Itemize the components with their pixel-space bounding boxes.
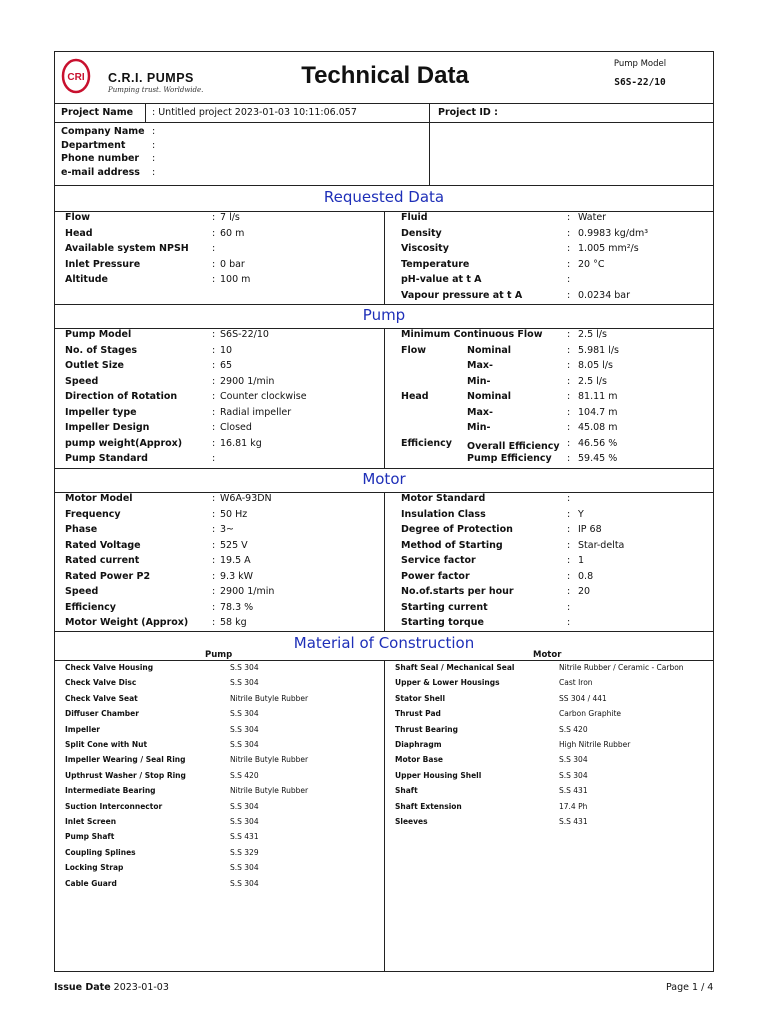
requested-right-value: 1.005 mm²/s xyxy=(578,243,639,254)
motor-left-colon: : xyxy=(212,539,216,551)
material-pump-value: S.S 304 xyxy=(230,801,259,811)
material-motor-value: S.S 420 xyxy=(559,724,588,734)
motor-right-colon: : xyxy=(567,601,571,613)
material-pump-part: Coupling Splines xyxy=(65,847,136,857)
requested-right-label: pH-value at t A xyxy=(401,274,482,285)
pump-right-sublabel: Nominal xyxy=(467,391,512,402)
pump-right-sublabel: Pump Efficiency xyxy=(467,453,552,464)
material-pump-part: Diffuser Chamber xyxy=(65,709,139,719)
material-motor-value: Carbon Graphite xyxy=(559,709,622,719)
requested-right-colon: : xyxy=(567,243,571,254)
material-motor-part: Upper Housing Shell xyxy=(395,770,482,780)
motor-left-colon: : xyxy=(212,555,216,566)
motor-right-label: No.of.starts per hour xyxy=(401,586,514,597)
motor-left-value: W6A-93DN xyxy=(220,493,272,504)
requested-left-value: 7 l/s xyxy=(220,212,240,223)
company-field-label: Phone number xyxy=(61,153,140,164)
project-name-label: Project Name xyxy=(61,107,134,118)
pump-model-value: S6S-22/10 xyxy=(614,77,666,88)
company-field-label: Department xyxy=(61,139,126,151)
material-pump-value: S.S 304 xyxy=(230,724,259,734)
issue-date xyxy=(54,982,169,993)
requested-right-label: Fluid xyxy=(401,212,428,223)
motor-left-label: Frequency xyxy=(65,508,121,520)
pump-right-value: 59.45 % xyxy=(578,453,618,464)
pump-title: Pump xyxy=(362,306,406,324)
motor-left-value: 19.5 A xyxy=(220,555,251,566)
pump-left-label: Impeller type xyxy=(65,406,137,418)
motor-left-label: Rated Power P2 xyxy=(65,570,151,582)
pump-right-colon: : xyxy=(567,406,571,418)
project-id-label: Project ID : xyxy=(438,107,498,118)
material-pump-value: S.S 304 xyxy=(230,740,259,749)
project-name-value: : Untitled project 2023-01-03 10:11:06.057 xyxy=(152,107,357,118)
requested-right-label: Viscosity xyxy=(401,243,449,254)
requested-left-value: 0 bar xyxy=(220,258,245,270)
material-motor-value: S.S 431 xyxy=(559,786,588,796)
pump-right-value: 5.981 l/s xyxy=(578,344,620,356)
requested-left-label: Flow xyxy=(65,212,91,223)
requested-right-label: Temperature xyxy=(401,258,470,270)
material-pump-value: S.S 304 xyxy=(230,709,259,719)
motor-left-colon: : xyxy=(212,508,216,520)
pump-left-label: No. of Stages xyxy=(65,344,138,356)
motor-left-colon: : xyxy=(212,493,216,504)
pump-right-value: 2.5 l/s xyxy=(578,375,607,387)
pump-right-colon: : xyxy=(567,453,571,464)
motor-right-colon: : xyxy=(567,508,571,520)
motor-right-value: 0.8 xyxy=(578,570,594,582)
pump-right-sublabel: Min- xyxy=(467,422,491,433)
brand-name: C.R.I. PUMPS xyxy=(108,71,194,85)
material-motor-value: S.S 431 xyxy=(559,817,588,826)
material-pump-value: Nitrile Butyle Rubber xyxy=(230,755,309,765)
pump-left-colon: : xyxy=(212,406,216,418)
requested-left-label: Inlet Pressure xyxy=(65,258,141,270)
requested-right-label: Vapour pressure at t A xyxy=(401,289,523,301)
material-pump-value: Nitrile Butyle Rubber xyxy=(230,693,309,703)
requested-left-label: Available system NPSH xyxy=(65,243,189,254)
motor-right-colon: : xyxy=(567,617,571,628)
pump-left-label: Direction of Rotation xyxy=(65,391,178,402)
motor-left-value: 525 V xyxy=(220,539,248,551)
pump-right-colon: : xyxy=(567,422,571,433)
company-field-value: : xyxy=(152,166,156,178)
material-pump-value: S.S 304 xyxy=(230,878,259,888)
datasheet-frame xyxy=(54,51,714,972)
motor-right-colon: : xyxy=(567,493,571,504)
motor-left-label: Rated Voltage xyxy=(65,539,141,551)
pump-left-label: Outlet Size xyxy=(65,360,124,371)
requested-right-value: 0.0234 bar xyxy=(578,289,631,301)
motor-title: Motor xyxy=(362,470,406,488)
brand-tagline: Pumping trust. Worldwide. xyxy=(108,86,204,94)
material-pump-value: S.S 329 xyxy=(230,847,259,857)
material-motor-part: Shaft Seal / Mechanical Seal xyxy=(395,663,515,672)
motor-left-label: Motor Model xyxy=(65,493,133,504)
pump-left-colon: : xyxy=(212,422,216,433)
material-pump-part: Locking Strap xyxy=(65,863,124,873)
requested-left-value: 60 m xyxy=(220,227,245,239)
material-title: Material of Construction xyxy=(293,634,475,652)
motor-right-label: Starting current xyxy=(401,601,488,613)
material-motor-value: S.S 304 xyxy=(559,755,588,765)
material-pump-part: Impeller xyxy=(65,724,100,734)
material-motor-part: Upper & Lower Housings xyxy=(395,678,500,688)
motor-left-label: Efficiency xyxy=(65,601,117,613)
motor-left-label: Phase xyxy=(65,524,98,535)
pump-right-colon: : xyxy=(567,437,571,449)
company-field-value: : xyxy=(152,153,156,164)
material-motor-part: Shaft Extension xyxy=(395,801,462,811)
material-motor-part: Motor Base xyxy=(395,755,443,765)
pump-right-colon: : xyxy=(567,344,571,356)
material-pump-part: Impeller Wearing / Seal Ring xyxy=(65,755,186,765)
pump-left-value: S6S-22/10 xyxy=(220,329,269,340)
pump-right-label: Efficiency xyxy=(401,437,453,449)
pump-right-value: 2.5 l/s xyxy=(578,329,607,340)
pump-model-label: Pump Model xyxy=(613,59,667,69)
pump-left-label: Impeller Design xyxy=(65,422,150,433)
motor-left-label: Motor Weight (Approx) xyxy=(65,617,189,628)
company-field-value: : xyxy=(152,139,156,151)
pump-left-label: Pump Model xyxy=(65,329,132,340)
motor-left-label: Speed xyxy=(65,586,99,597)
material-pump-value: S.S 304 xyxy=(230,863,259,873)
pump-right-value: 81.11 m xyxy=(578,391,618,402)
pump-left-label: pump weight(Approx) xyxy=(65,437,183,449)
material-motor-part: Thrust Pad xyxy=(395,709,441,719)
material-pump-value: Nitrile Butyle Rubber xyxy=(230,786,309,796)
pump-right-colon: : xyxy=(567,375,571,387)
requested-right-label: Density xyxy=(401,227,442,239)
requested-right-colon: : xyxy=(567,274,571,285)
requested-left-colon: : xyxy=(212,243,216,254)
pump-right-colon: : xyxy=(567,360,571,371)
motor-left-value: 2900 1/min xyxy=(220,586,275,597)
pump-left-colon: : xyxy=(212,329,216,340)
material-pump-part: Check Valve Housing xyxy=(65,663,154,672)
motor-right-label: Service factor xyxy=(401,555,476,566)
pump-left-label: Speed xyxy=(65,375,99,387)
pump-right-value: 45.08 m xyxy=(578,422,618,433)
pump-left-value: Counter clockwise xyxy=(220,391,307,402)
motor-right-value: Star-delta xyxy=(578,539,625,551)
motor-right-colon: : xyxy=(567,539,571,551)
pump-left-value: Radial impeller xyxy=(220,406,292,418)
requested-left-label: Altitude xyxy=(65,274,108,285)
pump-right-value: 104.7 m xyxy=(578,406,618,418)
pump-left-value: Closed xyxy=(220,422,252,433)
pump-left-value: 10 xyxy=(220,344,233,356)
motor-right-label: Insulation Class xyxy=(401,508,486,520)
svg-text:CRI: CRI xyxy=(67,72,85,83)
issue-date-label: Issue Date xyxy=(54,982,111,993)
material-motor-value: S.S 304 xyxy=(559,770,588,780)
motor-left-value: 78.3 % xyxy=(220,601,254,613)
material-pump-value: S.S 431 xyxy=(230,832,259,842)
material-motor-part: Thrust Bearing xyxy=(395,724,458,734)
pump-right-label: Flow xyxy=(401,344,427,356)
page-title: Technical Data xyxy=(301,62,469,89)
requested-left-colon: : xyxy=(212,274,216,285)
pump-right-label: Head xyxy=(401,391,429,402)
pump-right-value: 46.56 % xyxy=(578,437,618,449)
company-block xyxy=(55,123,713,186)
material-pump-part: Pump Shaft xyxy=(65,832,115,842)
material-motor-value: Cast Iron xyxy=(559,678,593,688)
requested-right-value: 20 °C xyxy=(578,258,605,270)
pump-left-label: Pump Standard xyxy=(65,453,148,464)
motor-right-label: Degree of Protection xyxy=(401,524,513,535)
requested-right-colon: : xyxy=(567,212,571,223)
material-motor-value: SS 304 / 441 xyxy=(559,693,607,703)
material-pump-part: Suction Interconnector xyxy=(65,801,163,811)
material-pump-value: S.S 304 xyxy=(230,817,259,826)
requested-right-colon: : xyxy=(567,289,571,301)
pump-right-sublabel: Overall Efficiency xyxy=(467,440,560,452)
motor-left-label: Rated current xyxy=(65,555,140,566)
pump-left-value: 2900 1/min xyxy=(220,375,275,387)
material-pump-part: Split Cone with Nut xyxy=(65,740,148,749)
material-motor-value: 17.4 Ph xyxy=(559,801,588,811)
requested-right-colon: : xyxy=(567,258,571,270)
pump-right-value: 8.05 l/s xyxy=(578,360,613,371)
motor-right-value: IP 68 xyxy=(578,524,602,535)
motor-left-value: 3~ xyxy=(220,524,235,535)
motor-left-colon: : xyxy=(212,601,216,613)
material-motor-part: Shaft xyxy=(395,786,418,796)
motor-left-colon: : xyxy=(212,524,216,535)
material-pump-part: Intermediate Bearing xyxy=(65,786,156,796)
material-pump-value: S.S 304 xyxy=(230,663,259,672)
page-number: Page 1 / 4 xyxy=(666,982,714,993)
requested-data-title: Requested Data xyxy=(323,188,445,206)
material-pump-part: Upthrust Washer / Stop Ring xyxy=(65,770,186,780)
cri-logo-icon xyxy=(61,58,91,94)
material-motor-part: Sleeves xyxy=(395,817,428,826)
motor-left-colon: : xyxy=(212,586,216,597)
requested-left-colon: : xyxy=(212,258,216,270)
company-field-value: : xyxy=(152,126,156,137)
pump-left-value: 65 xyxy=(220,360,233,371)
motor-right-label: Power factor xyxy=(401,570,470,582)
motor-right-colon: : xyxy=(567,555,571,566)
pump-right-sublabel: Max- xyxy=(467,360,493,371)
material-pump-value: S.S 304 xyxy=(230,678,259,688)
motor-right-colon: : xyxy=(567,570,571,582)
project-row xyxy=(55,104,713,123)
motor-right-label: Motor Standard xyxy=(401,493,486,504)
pump-right-sublabel: Max- xyxy=(467,406,493,418)
pump-right-colon: : xyxy=(567,391,571,402)
material-motor-part: Stator Shell xyxy=(395,693,446,703)
pump-left-colon: : xyxy=(212,375,216,387)
pump-left-colon: : xyxy=(212,453,216,464)
requested-right-value: Water xyxy=(578,212,607,223)
header xyxy=(55,52,713,104)
pump-left-colon: : xyxy=(212,360,216,371)
motor-left-value: 9.3 kW xyxy=(220,570,254,582)
requested-left-label: Head xyxy=(65,227,93,239)
motor-left-colon: : xyxy=(212,570,216,582)
requested-left-colon: : xyxy=(212,212,216,223)
material-pump-part: Cable Guard xyxy=(65,878,117,888)
material-pump-part: Check Valve Seat xyxy=(65,693,138,703)
requested-right-value: 0.9983 kg/dm³ xyxy=(578,227,649,239)
pump-right-sublabel: Nominal xyxy=(467,344,512,356)
pump-left-colon: : xyxy=(212,437,216,449)
material-motor-value: Nitrile Rubber / Ceramic - Carbon xyxy=(559,663,684,672)
company-field-label: e-mail address xyxy=(61,166,140,178)
motor-right-label: Method of Starting xyxy=(401,539,503,551)
material-pump-heading: Pump xyxy=(205,650,233,660)
pump-left-colon: : xyxy=(212,391,216,402)
requested-left-value: 100 m xyxy=(220,274,251,285)
motor-right-colon: : xyxy=(567,524,571,535)
pump-right-colon: : xyxy=(567,329,571,340)
motor-left-value: 58 kg xyxy=(220,617,247,628)
issue-date-value: 2023-01-03 xyxy=(113,982,169,993)
pump-left-colon: : xyxy=(212,344,216,356)
pump-right-label: Minimum Continuous Flow xyxy=(401,329,543,340)
material-pump-value: S.S 420 xyxy=(230,770,259,780)
motor-left-colon: : xyxy=(212,617,216,628)
material-pump-part: Check Valve Disc xyxy=(65,678,137,688)
company-field-label: Company Name xyxy=(61,126,145,137)
material-motor-part: Diaphragm xyxy=(395,740,442,749)
pump-right-sublabel: Min- xyxy=(467,375,491,387)
motor-right-value: 1 xyxy=(578,555,585,566)
pump-left-value: 16.81 kg xyxy=(220,437,262,449)
motor-left-value: 50 Hz xyxy=(220,508,248,520)
material-pump-part: Inlet Screen xyxy=(65,817,117,826)
motor-right-value: 20 xyxy=(578,586,591,597)
motor-right-label: Starting torque xyxy=(401,617,484,628)
requested-left-colon: : xyxy=(212,227,216,239)
material-motor-value: High Nitrile Rubber xyxy=(559,740,631,749)
motor-right-colon: : xyxy=(567,586,571,597)
motor-right-value: Y xyxy=(578,508,584,520)
material-motor-heading: Motor xyxy=(533,650,562,660)
requested-right-colon: : xyxy=(567,227,571,239)
